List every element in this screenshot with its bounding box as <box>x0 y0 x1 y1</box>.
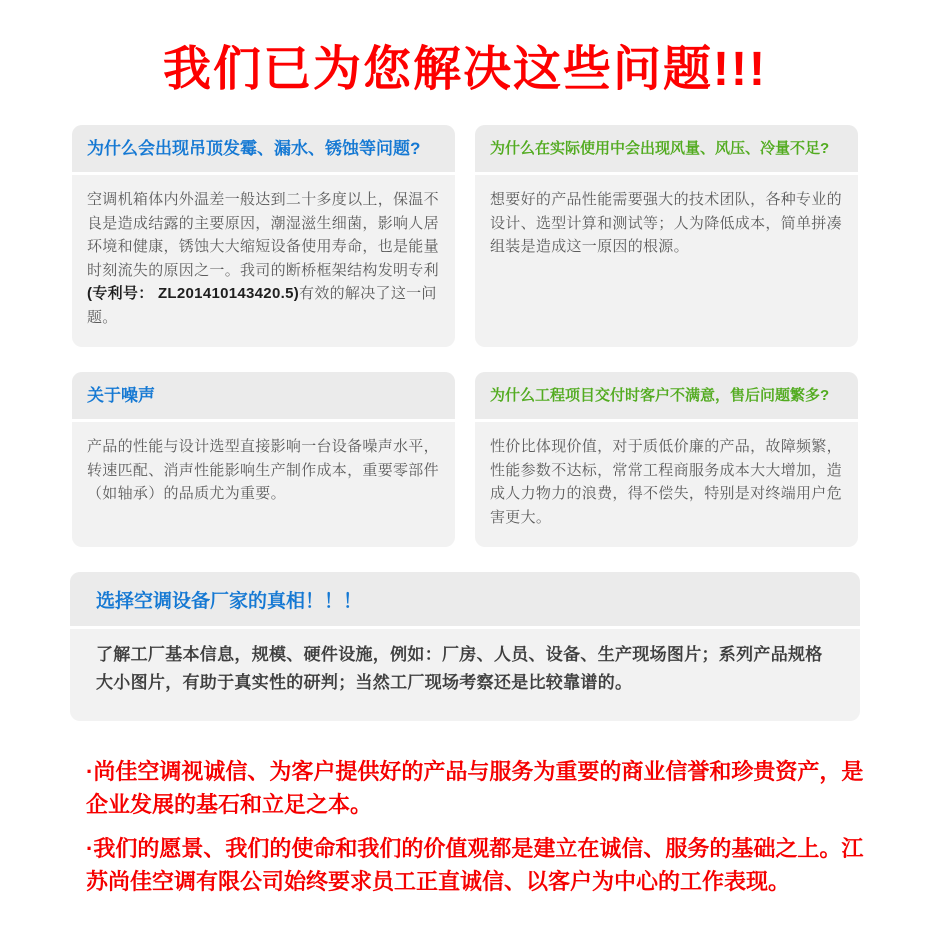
card-header <box>72 125 455 175</box>
card-body-text: 想要好的产品性能需要强大的技术团队，各种专业的设计、选型计算和测试等；人为降低成本，简单拼凑组装是造成这一原因的根源。 <box>490 191 842 255</box>
body-text-post: 有效的解决了这一问题。 <box>87 285 437 326</box>
card-header <box>475 372 858 422</box>
truth-card-header <box>70 572 860 629</box>
card-heading: 为什么会出现吊顶发霉、漏水、锈蚀等问题? <box>87 139 421 158</box>
truth-card-body-text: 了解工厂基本信息，规模、硬件设施，例如：厂房、人员、设备、生产现场图片；系列产品规格大小图片，有助于真实性的研判；当然工厂现场考察还是比较靠谱的。 <box>96 645 823 692</box>
card-body <box>475 175 858 277</box>
footer-note-integrity: ·尚佳空调视诚信、为客户提供好的产品与服务为重要的商业信誉和珍贵资产，是企业发展的基石和立足之本。 <box>86 759 864 817</box>
qa-card-mold-leak <box>72 125 455 347</box>
card-heading: 为什么在实际使用中会出现风量、风压、冷量不足? <box>490 140 830 157</box>
card-heading: 关于噪声 <box>87 386 155 405</box>
card-body-text <box>87 188 440 329</box>
patent-number: (专利号： ZL201410143420.5) <box>87 285 300 302</box>
footer-notes <box>86 755 864 898</box>
footer-note-vision: ·我们的愿景、我们的使命和我们的价值观都是建立在诚信、服务的基础之上。江苏尚佳空调有限公司始终要求员工正直诚信、以客户为中心的工作表现。 <box>86 836 864 894</box>
truth-card <box>70 572 860 721</box>
card-body <box>72 422 455 524</box>
qa-card-aftersales <box>475 372 858 547</box>
card-header <box>72 372 455 422</box>
truth-card-body <box>70 629 860 721</box>
qa-card-grid <box>72 125 858 547</box>
card-body <box>72 175 455 347</box>
qa-card-airflow <box>475 125 858 347</box>
card-body-text: 产品的性能与设计选型直接影响一台设备噪声水平，转速匹配、消声性能影响生产制作成本，重要零部件（如轴承）的品质尤为重要。 <box>87 438 439 502</box>
card-body-text: 性价比体现价值，对于质低价廉的产品，故障频繁，性能参数不达标，常常工程商服务成本大大增加，造成人力物力的浪费，得不偿失，特别是对终端用户危害更大。 <box>490 438 842 526</box>
body-text-pre: 空调机箱体内外温差一般达到二十多度以上，保温不良是造成结露的主要原因，潮湿滋生细菌，影响人居环境和健康，锈蚀大大缩短设备使用寿命，也是能量时刻流失的原因之一。我司的断桥框架结构发明专利 <box>87 191 439 279</box>
card-header <box>475 125 858 175</box>
page-title: 我们已为您解决这些问题!!! <box>163 43 767 96</box>
truth-card-heading: 选择空调设备厂家的真相！！！ <box>96 591 363 612</box>
card-body <box>475 422 858 547</box>
card-heading: 为什么工程项目交付时客户不满意，售后问题繁多? <box>490 387 830 404</box>
qa-card-noise <box>72 372 455 547</box>
